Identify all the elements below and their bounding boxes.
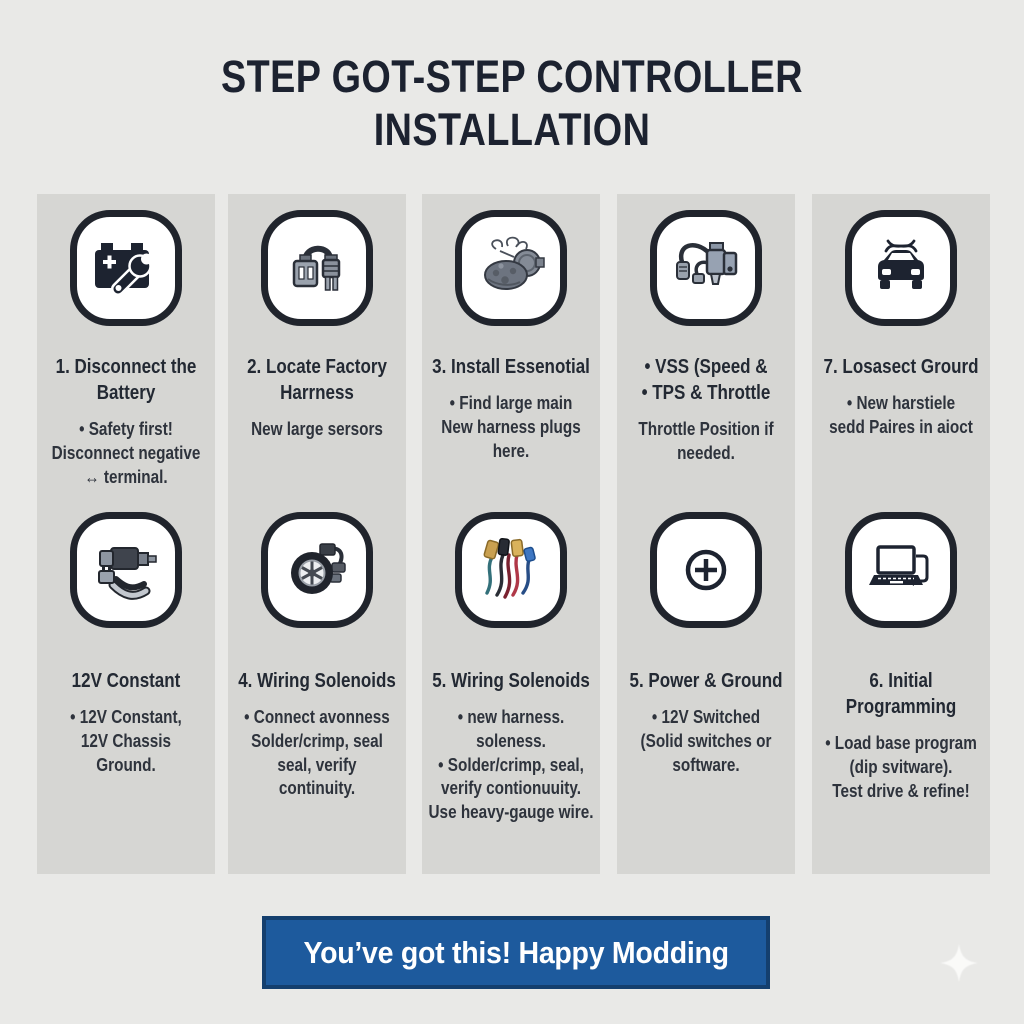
- step-heading: • TPS & Throttle: [641, 382, 771, 404]
- step-section: [617, 512, 795, 777]
- column-2: [228, 194, 406, 874]
- step-heading: 1. Disconnect the Battery: [55, 356, 197, 404]
- step-text: [228, 668, 407, 801]
- step-section: [37, 512, 215, 777]
- laptop-sync-icon: [845, 512, 957, 628]
- step-body: • 12V Constant, 12V Chassis Ground.: [70, 707, 182, 775]
- step-body: • Connect avonness Solder/crimp, seal seal, verify continuity.: [244, 707, 390, 799]
- step-body: New large sersors: [251, 419, 383, 439]
- step-section: [37, 194, 215, 512]
- step-body: • Find large main New harness plugs here.: [441, 393, 581, 461]
- step-text: [812, 354, 991, 440]
- step-text: [37, 668, 216, 777]
- page-title: [82, 50, 942, 156]
- step-body: Throttle Position if needed.: [638, 419, 774, 463]
- step-heading: 4. Wiring Solenoids: [238, 670, 396, 692]
- step-heading: 5. Wiring Solenoids: [432, 670, 590, 692]
- colored-wires-icon: [455, 512, 567, 628]
- step-section: [812, 512, 990, 803]
- step-heading: 3. Install Essenotial: [432, 356, 590, 378]
- step-body: • 12V Switched (Solid switches or software.: [640, 707, 772, 775]
- step-section: [422, 512, 600, 825]
- vss-sensor-icon: [650, 210, 762, 326]
- step-heading: 7. Losasect Grourd: [823, 356, 979, 378]
- step-section: [812, 194, 990, 512]
- battery-wrench-icon: [70, 210, 182, 326]
- step-body: • New harstiele sedd Paires in aioct: [829, 393, 973, 437]
- step-text: [228, 354, 407, 442]
- step-body: • Load base program (dip svitware). Test drive & refine!: [825, 733, 977, 801]
- step-text: [37, 354, 216, 489]
- step-heading: 2. Locate Factory: [247, 356, 387, 378]
- sparkle-icon: [938, 942, 980, 984]
- solenoid-icon: [70, 512, 182, 628]
- step-body: • new harness. soleness. • Solder/crimp, seal, verify contionuuity. Use heavy-gauge wire.: [428, 707, 594, 822]
- step-body: • Safety first! Disconnect negative ↔ terminal.: [51, 419, 201, 487]
- step-heading: 5. Power & Ground: [629, 670, 783, 692]
- harness-connectors-icon: [261, 210, 373, 326]
- wheel-sensor-icon: [261, 512, 373, 628]
- banner: [262, 916, 770, 989]
- step-section: [228, 194, 406, 512]
- step-heading: 12V Constant: [71, 670, 181, 692]
- car-icon: [845, 210, 957, 326]
- step-heading: Harrness: [280, 382, 354, 404]
- step-section: [228, 512, 406, 801]
- step-text: [812, 668, 991, 803]
- step-section: [422, 194, 600, 512]
- step-text: [617, 354, 796, 466]
- step-text: [617, 668, 796, 777]
- column-3: [422, 194, 600, 874]
- step-heading: • VSS (Speed &: [644, 356, 768, 378]
- step-heading: 6. Initial Programming: [845, 670, 957, 718]
- plus-circle-icon: [650, 512, 762, 628]
- step-text: [422, 668, 601, 825]
- step-section: [617, 194, 795, 512]
- step-text: [422, 354, 601, 463]
- banner-text: You’ve got this! Happy Modding: [303, 934, 729, 970]
- transmission-icon: [455, 210, 567, 326]
- column-5: [812, 194, 990, 874]
- title-line-1: STEP GOT-STEP CONTROLLER: [220, 51, 804, 102]
- title-line-2: INSTALLATION: [373, 104, 651, 156]
- column-4: [617, 194, 795, 874]
- column-1: [37, 194, 215, 874]
